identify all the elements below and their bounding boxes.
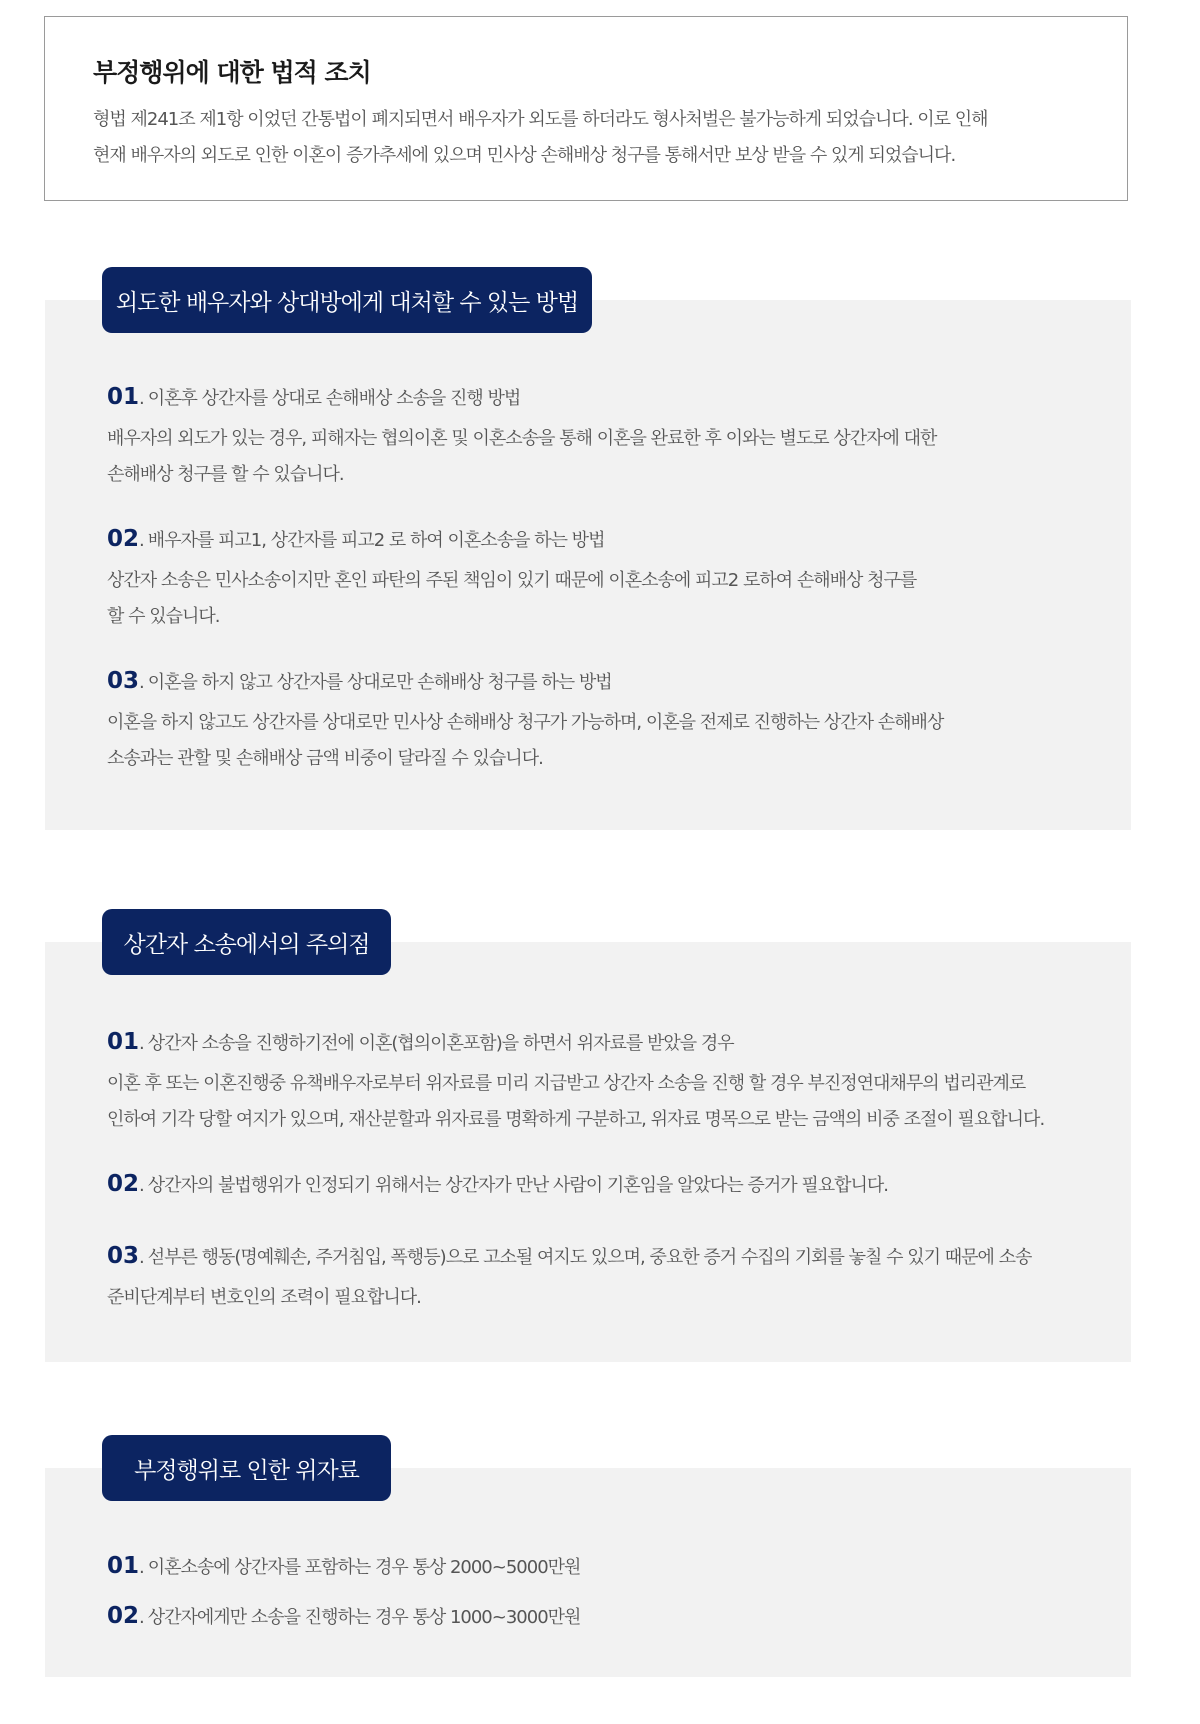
item-line: 준비단계부터 변호인의 조력이 필요합니다. [107,1287,421,1308]
item-number: 03 [107,668,140,694]
item-line: 인하여 기각 당할 여지가 있으며, 재산분할과 위자료를 명확하게 구분하고, 위자료 명목으로 받는 금액의 비중 조절이 필요합니다. [107,1109,1045,1130]
item-number: 02 [107,526,140,552]
item-line: 할 수 있습니다. [107,606,220,627]
intro-line-1: 형법 제241조 제1항 이었던 간통법이 폐지되면서 배우자가 외도를 하더라도 형사처벌은 불가능하게 되었습니다. 이로 인해 [93,109,988,130]
alimony-item-1-heading: 01 . 이혼소송에 상간자를 포함하는 경우 통상 2000~5000만원 [107,1553,581,1579]
section-badge-alimony: 부정행위로 인한 위자료 [102,1435,391,1501]
section-badge-cautions: 상간자 소송에서의 주의점 [102,909,391,975]
item-title: 배우자를 피고1, 상간자를 피고2 로 하여 이혼소송을 하는 방법 [147,530,605,551]
item-title: 상간자 소송을 진행하기전에 이혼(협의이혼포함)을 하면서 위자료를 받았을 경우 [147,1033,734,1054]
item-title: 이혼소송에 상간자를 포함하는 경우 통상 2000~5000만원 [147,1557,581,1578]
caution-item-1-heading: 01 . 상간자 소송을 진행하기전에 이혼(협의이혼포함)을 하면서 위자료를 받았을 경우 [107,1029,734,1055]
intro-box [44,16,1128,201]
item-line: 상간자 소송은 민사소송이지만 혼인 파탄의 주된 책임이 있기 때문에 이혼소송에 피고2 로하여 손해배상 청구를 [107,570,917,591]
intro-line-2: 현재 배우자의 외도로 인한 이혼이 증가추세에 있으며 민사상 손해배상 청구를 통해서만 보상 받을 수 있게 되었습니다. [93,145,956,166]
caution-item-3-heading: 03 . 섣부른 행동(명예훼손, 주거침입, 폭행등)으로 고소될 여지도 있으며, 중요한 증거 수집의 기회를 놓칠 수 있기 때문에 소송 [107,1243,1032,1269]
alimony-item-2-heading: 02 . 상간자에게만 소송을 진행하는 경우 통상 1000~3000만원 [107,1603,581,1629]
item-number: 02 [107,1171,140,1197]
item-line: 손해배상 청구를 할 수 있습니다. [107,464,344,485]
countermeasure-item-3-heading: 03 . 이혼을 하지 않고 상간자를 상대로만 손해배상 청구를 하는 방법 [107,668,612,694]
item-line: 배우자의 외도가 있는 경우, 피해자는 협의이혼 및 이혼소송을 통해 이혼을 완료한 후 이와는 별도로 상간자에 대한 [107,428,937,449]
section-badge-countermeasures: 외도한 배우자와 상대방에게 대처할 수 있는 방법 [102,267,592,333]
item-number: 03 [107,1243,140,1269]
item-line: 이혼 후 또는 이혼진행중 유책배우자로부터 위자료를 미리 지급받고 상간자 소송을 진행 할 경우 부진정연대채무의 법리관계로 [107,1073,1026,1094]
item-title: 상간자의 불법행위가 인정되기 위해서는 상간자가 만난 사람이 기혼임을 알았다는 증거가 필요합니다. [147,1175,888,1196]
intro-title: 부정행위에 대한 법적 조치 [93,58,371,87]
item-title: 이혼후 상간자를 상대로 손해배상 소송을 진행 방법 [147,388,521,409]
item-number: 01 [107,1029,140,1055]
item-number: 02 [107,1603,140,1629]
countermeasure-item-2-heading: 02 . 배우자를 피고1, 상간자를 피고2 로 하여 이혼소송을 하는 방법 [107,526,605,552]
item-line: 이혼을 하지 않고도 상간자를 상대로만 민사상 손해배상 청구가 가능하며, 이혼을 전제로 진행하는 상간자 손해배상 [107,712,944,733]
item-number: 01 [107,384,140,410]
caution-item-2-heading: 02 . 상간자의 불법행위가 인정되기 위해서는 상간자가 만난 사람이 기혼임을 알았다는 증거가 필요합니다. [107,1171,888,1197]
item-line: 소송과는 관할 및 손해배상 금액 비중이 달라질 수 있습니다. [107,748,543,769]
item-title: 상간자에게만 소송을 진행하는 경우 통상 1000~3000만원 [147,1607,581,1628]
item-title: 이혼을 하지 않고 상간자를 상대로만 손해배상 청구를 하는 방법 [147,672,612,693]
countermeasure-item-1-heading: 01 . 이혼후 상간자를 상대로 손해배상 소송을 진행 방법 [107,384,521,410]
item-title: 섣부른 행동(명예훼손, 주거침입, 폭행등)으로 고소될 여지도 있으며, 중요한 증거 수집의 기회를 놓칠 수 있기 때문에 소송 [147,1247,1032,1268]
item-number: 01 [107,1553,140,1579]
